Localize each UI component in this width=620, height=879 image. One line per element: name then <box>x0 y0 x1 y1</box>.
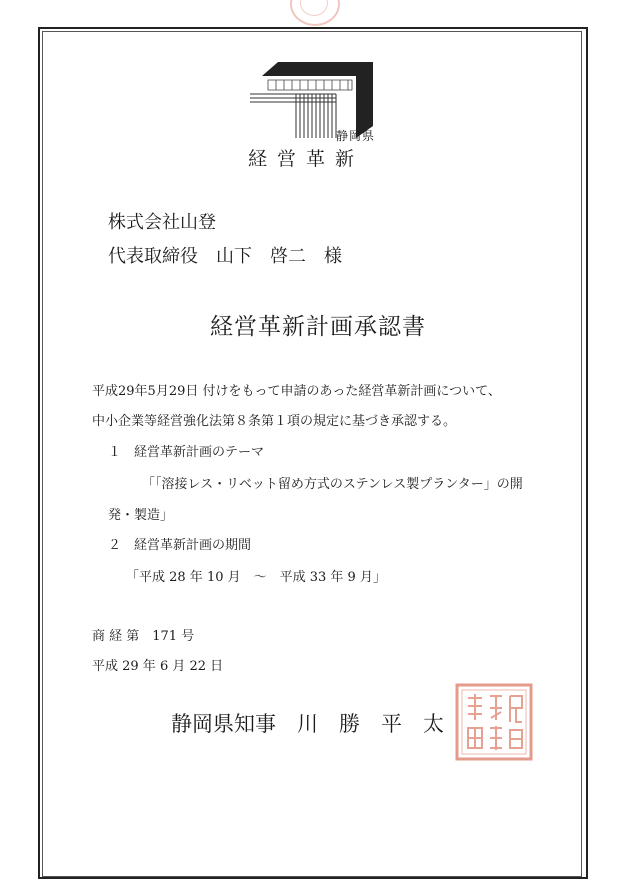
body-line-1: 平成29年5月29日 付けをもって申請のあった経営革新計画について、 <box>92 384 501 399</box>
item1-text-a: 「「溶接レス・リベット留め方式のステンレス製プランター」の開 <box>142 477 523 492</box>
top-seal-fragment <box>290 0 340 26</box>
addressee-company: 株式会社山登 <box>108 212 216 233</box>
page-title: 経営革新計画承認書 <box>210 314 426 340</box>
addressee-representative: 代表取締役 山下 啓二 様 <box>108 246 342 267</box>
item2-heading: ２ 経営革新計画の期間 <box>108 538 252 553</box>
logo-prefecture: 静岡県 <box>336 129 376 143</box>
signature: 静岡県知事 川 勝 平 太 <box>171 712 444 736</box>
issue-date: 平成 29 年 6 月 22 日 <box>92 659 224 674</box>
item1-text-b: 発・製造」 <box>108 508 174 523</box>
item2-text: 「平成 28 年 10 月 ～ 平成 33 年 9 月」 <box>126 570 386 585</box>
document-number: 商 経 第 171 号 <box>92 629 195 644</box>
logo-name: 経営革新 <box>248 148 365 170</box>
official-seal-icon <box>454 682 534 762</box>
body-line-2: 中小企業等経営強化法第８条第１項の規定に基づき承認する。 <box>92 414 457 429</box>
item1-heading: １ 経営革新計画のテーマ <box>108 445 265 460</box>
